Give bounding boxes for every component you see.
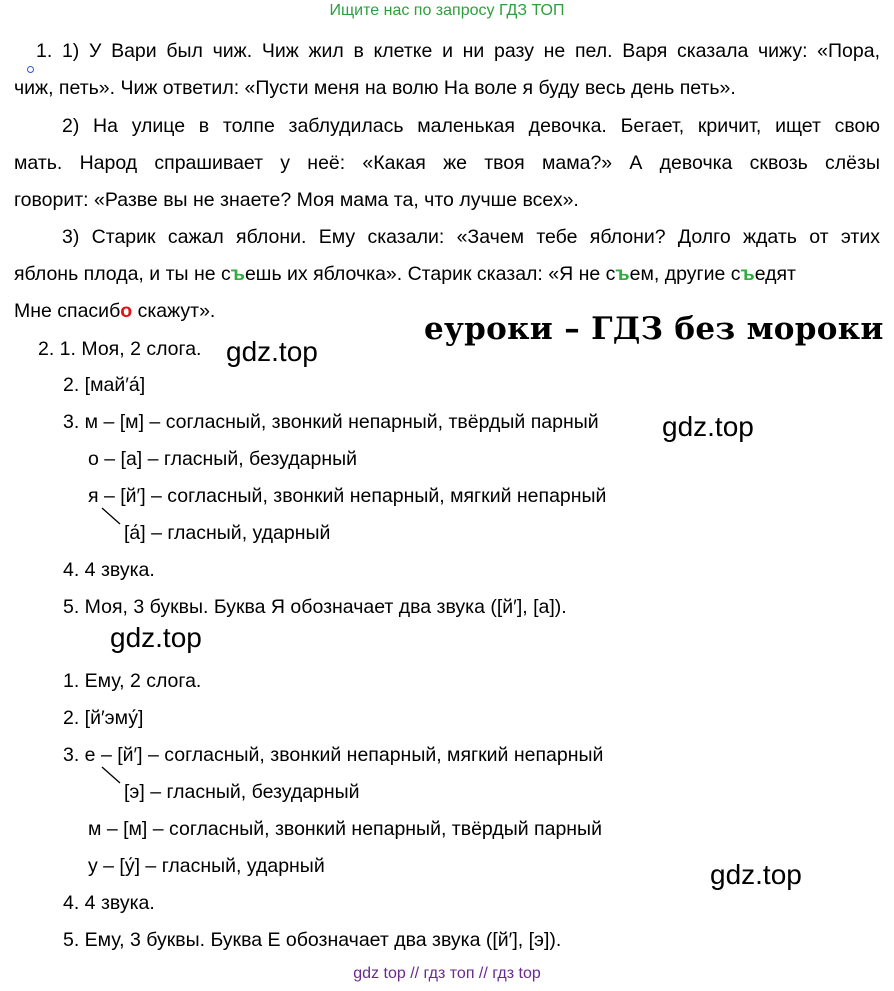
- task1-line-1: 1. 1) У Вари был чиж. Чиж жил в клетке и ни разу не пел. Варя сказала чижу: «Пора,: [36, 40, 880, 62]
- answer-sound-m-2: м – [м] – согласный, звонкий непарный, твёрдый парный: [88, 818, 602, 840]
- task1-p3-line-3: Мне спасибо скажут».: [14, 300, 216, 322]
- answer-transcription-1: 2. [май′а́]: [63, 374, 146, 396]
- answer-syllables-1: 2. 1. Моя, 2 слога.: [38, 338, 202, 360]
- task1-p3-line-2: яблонь плода, и ты не съешь их яблочка». Старик сказал: «Я не съем, другие съедят: [14, 263, 796, 285]
- watermark: gdz.top: [110, 622, 202, 653]
- task1-p2-line-3: говорит: «Разве вы не знаете? Моя мама та, что лучше всех».: [14, 189, 579, 211]
- watermark: gdz.top: [662, 411, 754, 442]
- answer-sound-u: у – [у́] – гласный, ударный: [88, 855, 325, 877]
- answer-sound-ya: я – [й′] – согласный, звонкий непарный, мягкий непарный: [88, 485, 607, 507]
- answer-letters-2: 5. Ему, 3 буквы. Буква Е обозначает два звука ([й′], [э]).: [63, 929, 562, 951]
- task1-p2-line-2: мать. Народ спрашивает у неё: «Какая же твоя мама?» А девочка сквозь слёзы: [14, 152, 880, 174]
- answer-syllables-2: 1. Ему, 2 слога.: [63, 670, 202, 692]
- task1-p3-line-1: 3) Старик сажал яблони. Ему сказали: «Зачем тебе яблони? Долго ждать от этих: [62, 226, 880, 248]
- footer-banner: gdz top // гдз топ // гдз top: [353, 965, 541, 982]
- answer-sound-e-vowel: [э] – гласный, безударный: [124, 781, 360, 803]
- brand-title: еуроки – ГДЗ без мороки: [424, 311, 884, 347]
- watermark: gdz.top: [226, 336, 318, 367]
- header-banner: Ищите нас по запросу ГДЗ ТОП: [329, 2, 565, 19]
- answer-sound-count-2: 4. 4 звука.: [63, 892, 155, 914]
- answer-sound-a-stressed: [а́] – гласный, ударный: [124, 522, 331, 544]
- watermark: gdz.top: [710, 859, 802, 890]
- branch-line-icon: [100, 506, 124, 528]
- task1-p2-line-1: 2) На улице в толпе заблудилась маленькая девочка. Бегает, кричит, ищет свою: [62, 115, 880, 137]
- hard-sign-highlight: ъ: [740, 263, 755, 285]
- answer-transcription-2: 2. [й′эму́]: [63, 707, 144, 729]
- vowel-highlight: о: [120, 300, 133, 322]
- branch-line-icon: [100, 765, 124, 787]
- marker-dot-icon: [27, 66, 34, 73]
- hard-sign-highlight: ъ: [230, 263, 245, 285]
- answer-sound-count-1: 4. 4 звука.: [63, 559, 155, 581]
- answer-sound-o: о – [а] – гласный, безударный: [88, 448, 357, 470]
- answer-letters-1: 5. Моя, 3 буквы. Буква Я обозначает два звука ([й′], [а]).: [63, 596, 567, 618]
- answer-sound-m: 3. м – [м] – согласный, звонкий непарный, твёрдый парный: [63, 411, 599, 433]
- hard-sign-highlight: ъ: [615, 263, 630, 285]
- task1-line-2: чиж, петь». Чиж ответил: «Пусти меня на волю На воле я буду весь день петь».: [14, 77, 736, 99]
- answer-sound-e: 3. е – [й′] – согласный, звонкий непарный, мягкий непарный: [63, 744, 604, 766]
